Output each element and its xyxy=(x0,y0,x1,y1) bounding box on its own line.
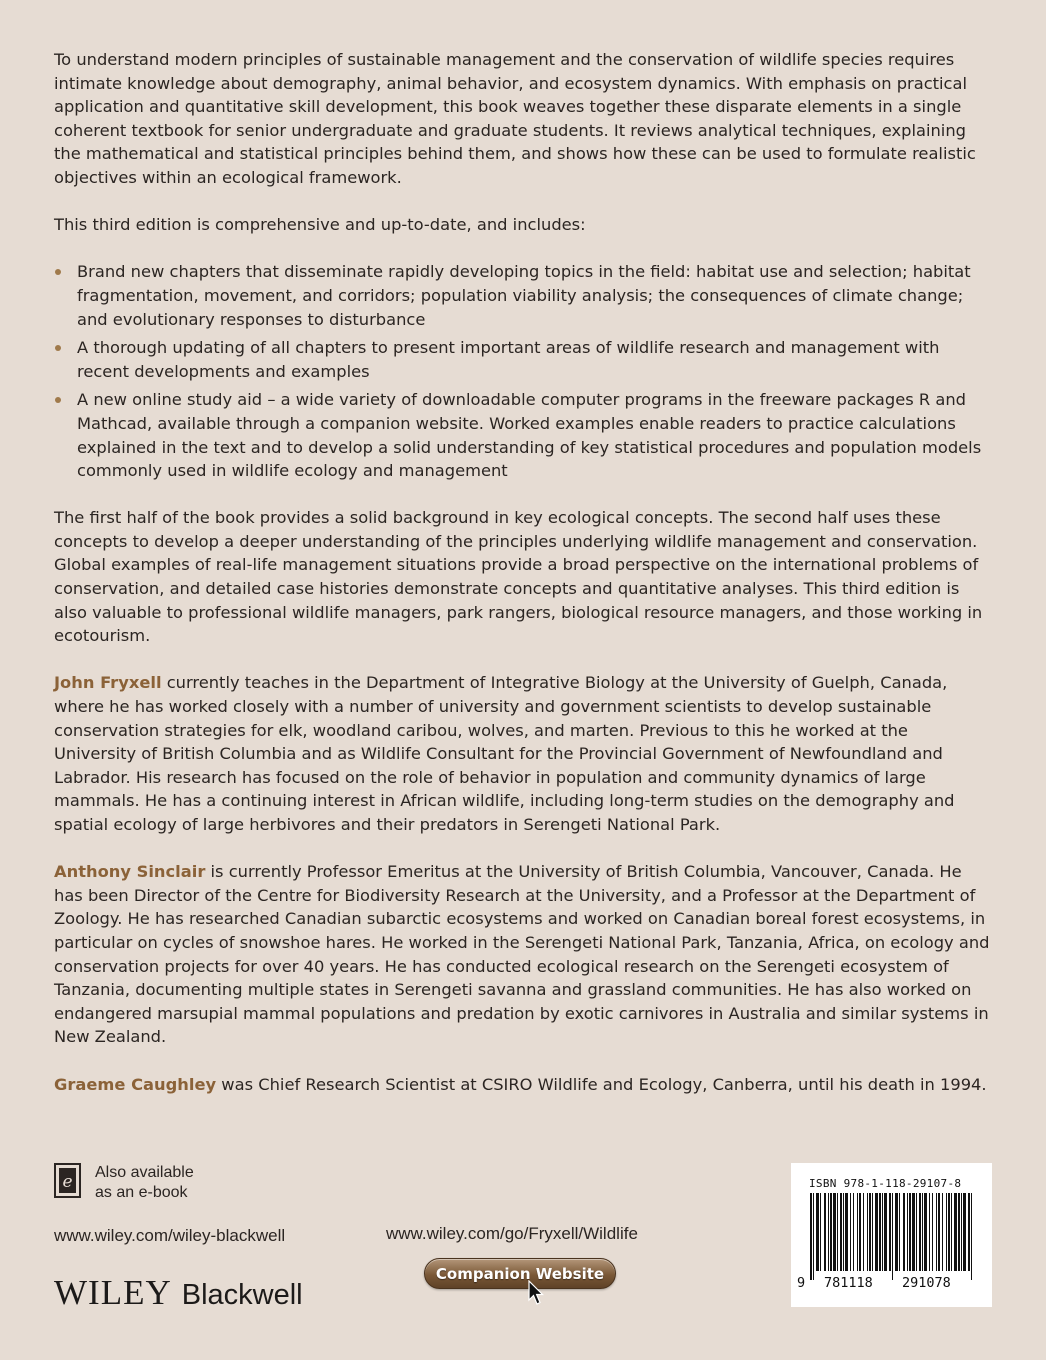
barcode-bar xyxy=(929,1193,930,1271)
feature-text: A new online study aid – a wide variety of downloadable computer programs in the freeware packages R and Mathcad, available through a companion website. Worked examples enable readers to practice calculations explained in the text and to develop a solid understanding of key statistical procedures and population models commonly used in wildlife ecology and management xyxy=(77,390,982,481)
barcode-bar xyxy=(958,1193,960,1271)
logo-blackwell: Blackwell xyxy=(181,1279,303,1311)
barcode-bar xyxy=(932,1193,933,1271)
barcode-bar xyxy=(810,1193,812,1280)
barcode-bar xyxy=(863,1193,864,1271)
barcode-bar xyxy=(907,1193,908,1271)
barcode-bar xyxy=(833,1193,836,1271)
barcode-bar xyxy=(919,1193,921,1271)
bullet-dot xyxy=(55,345,61,351)
author-name: Anthony Sinclair xyxy=(54,862,206,882)
author-bio-text: currently teaches in the Department of Integrative Biology at the University of Guelph, Canada, where he has worked closely with a number of university and government scientists to develop sustainable conservation strategies for elk, woodland caribou, wolves, and marten. Previous to this he worked at the University of British Columbia and as Wildlife Consultant for the Provincial Government of Newfoundland and Labrador. His research has focused on the role of behavior in population and community dynamics of large mammals. He has a continuing interest in African wildlife, including long-term studies on the demography and spatial ecology of large herbivores and their predators in Serengeti National Park. xyxy=(54,673,955,834)
feature-text: Brand new chapters that disseminate rapidly developing topics in the field: habitat use and selection; habitat fragmentation, movement, and corridors; population viability analysis; the consequences of climate change; and evolutionary responses to disturbance xyxy=(77,262,971,329)
list-item xyxy=(54,260,994,331)
edition-intro: This third edition is comprehensive and up-to-date, and includes: xyxy=(54,215,586,235)
pointer-cursor-icon xyxy=(528,1280,544,1308)
author-bio-text: was Chief Research Scientist at CSIRO Wildlife and Ecology, Canberra, until his death in 1994. xyxy=(216,1074,987,1094)
barcode-bar xyxy=(922,1193,923,1271)
companion-url[interactable]: www.wiley.com/go/Fryxell/Wildlife xyxy=(386,1224,638,1243)
overview-paragraph: The first half of the book provides a solid background in key ecological concepts. The second half uses these concepts to develop a deeper understanding of the principles underlying wildlife management and conservation. Global examples of real-life management situations provide a broad perspective on the international problems of conservation, and detailed case histories demonstrate concepts and quantitative analyses. This third edition is also valuable to professional wildlife managers, park rangers, biological resource managers, and those working in ecotourism. xyxy=(54,508,983,646)
barcode-bar xyxy=(954,1193,957,1271)
barcode-bar xyxy=(830,1193,832,1271)
ebook-icon xyxy=(54,1163,81,1198)
barcode-bar xyxy=(859,1193,861,1271)
barcode-bar xyxy=(912,1193,915,1271)
author-bio xyxy=(54,860,994,1049)
barcode-bar xyxy=(924,1193,927,1271)
barcode-bar xyxy=(820,1193,821,1271)
barcode-bar xyxy=(948,1193,950,1271)
barcode-bar xyxy=(857,1193,858,1271)
barcode-bar xyxy=(938,1193,940,1271)
author-name: Graeme Caughley xyxy=(54,1074,217,1094)
back-cover-text xyxy=(54,48,994,1120)
list-item xyxy=(54,336,994,383)
isbn-label: ISBN 978-1-118-29107-8 xyxy=(809,1177,962,1190)
barcode-bar xyxy=(951,1193,952,1271)
author-bio-text: is currently Professor Emeritus at the University of British Columbia, Vancouver, Canada. He has been Director of the Centre for Biodiversity Research at the University, and a Professor at the Department of Zoology. He has researched Canadian subarctic ecosystems and worked on Canadian boreal forest ecosystems, in particular on cycles of snowshoe hares. He worked in the Serengeti National Park, Tanzania, Africa, on ecology and conservation projects for over 40 years. He has conducted ecological research on the Serengeti ecosystem of Tanzania, documenting multiple states in Serengeti savanna and grassland communities. He has also worked on endangered marsupial mammal populations and predation by exotic carnivores in Australia and similar systems in New Zealand. xyxy=(54,862,990,1047)
barcode-digits-right: 291078 xyxy=(902,1275,951,1291)
publisher-url[interactable]: www.wiley.com/wiley-blackwell xyxy=(54,1226,286,1245)
ebook-line-1: Also available xyxy=(95,1164,194,1181)
barcode-bar xyxy=(816,1193,819,1271)
svg-text:e: e xyxy=(62,1172,73,1192)
barcode-bar xyxy=(867,1193,868,1271)
barcode-bar xyxy=(840,1193,842,1271)
barcode-bar xyxy=(869,1193,871,1271)
barcode-bar xyxy=(899,1193,900,1271)
barcode-bar xyxy=(963,1193,966,1271)
barcode-bar xyxy=(909,1193,911,1271)
barcode-bar xyxy=(837,1193,838,1271)
ebook-line-2: as an e-book xyxy=(95,1184,188,1201)
barcode-bar xyxy=(843,1193,844,1271)
barcode-bar xyxy=(884,1193,887,1271)
barcode-bar xyxy=(916,1193,917,1271)
barcode-digits-left: 781118 xyxy=(824,1275,873,1291)
barcode-bar xyxy=(872,1193,873,1271)
feature-list xyxy=(54,260,994,482)
barcode-bar xyxy=(961,1193,962,1271)
logo-wiley: WILEY xyxy=(54,1273,172,1312)
wiley-blackwell-logo xyxy=(54,1273,303,1313)
barcode-bar xyxy=(824,1193,826,1271)
intro-paragraph: To understand modern principles of sustainable management and the conservation of wildlife species requires intimate knowledge about demography, animal behavior, and ecosystem dynamics. With emphasis on practical application and quantitative skill development, this book weaves together these disparate elements in a single coherent textbook for senior undergraduate and graduate students. It reviews analytical techniques, explaining the mathematical and statistical principles behind them, and shows how these can be used to formulate realistic objectives within an ecological framework. xyxy=(54,50,976,187)
barcode-bar xyxy=(968,1193,970,1271)
barcode-bar xyxy=(853,1193,854,1271)
barcode-bar xyxy=(875,1193,878,1271)
bullet-dot xyxy=(55,269,61,275)
barcode-bar xyxy=(882,1193,883,1271)
barcode-bar xyxy=(828,1193,829,1271)
barcode-bar xyxy=(892,1193,893,1280)
barcode-bar xyxy=(889,1193,891,1271)
barcode-bar xyxy=(946,1193,947,1271)
list-item xyxy=(54,388,994,482)
feature-text: A thorough updating of all chapters to present important areas of wildlife research and management with recent developments and examples xyxy=(77,338,940,381)
barcode-bar xyxy=(895,1193,898,1271)
barcode-bar xyxy=(942,1193,943,1271)
barcode-bar xyxy=(845,1193,848,1271)
barcode-bar xyxy=(813,1193,814,1280)
barcode-bar xyxy=(971,1193,972,1280)
barcode-bar xyxy=(903,1193,905,1271)
author-bio xyxy=(54,1073,994,1097)
author-bio xyxy=(54,671,994,836)
barcode-bar xyxy=(936,1193,937,1271)
bullet-dot xyxy=(55,397,61,403)
ebook-notice xyxy=(54,1163,194,1203)
companion-website-button[interactable]: Companion Website xyxy=(424,1258,616,1289)
barcode-digit-first: 9 xyxy=(797,1275,806,1291)
barcode-bar xyxy=(850,1193,851,1271)
author-name: John Fryxell xyxy=(54,673,162,693)
isbn-barcode xyxy=(791,1163,992,1307)
barcode-bar xyxy=(879,1193,881,1271)
